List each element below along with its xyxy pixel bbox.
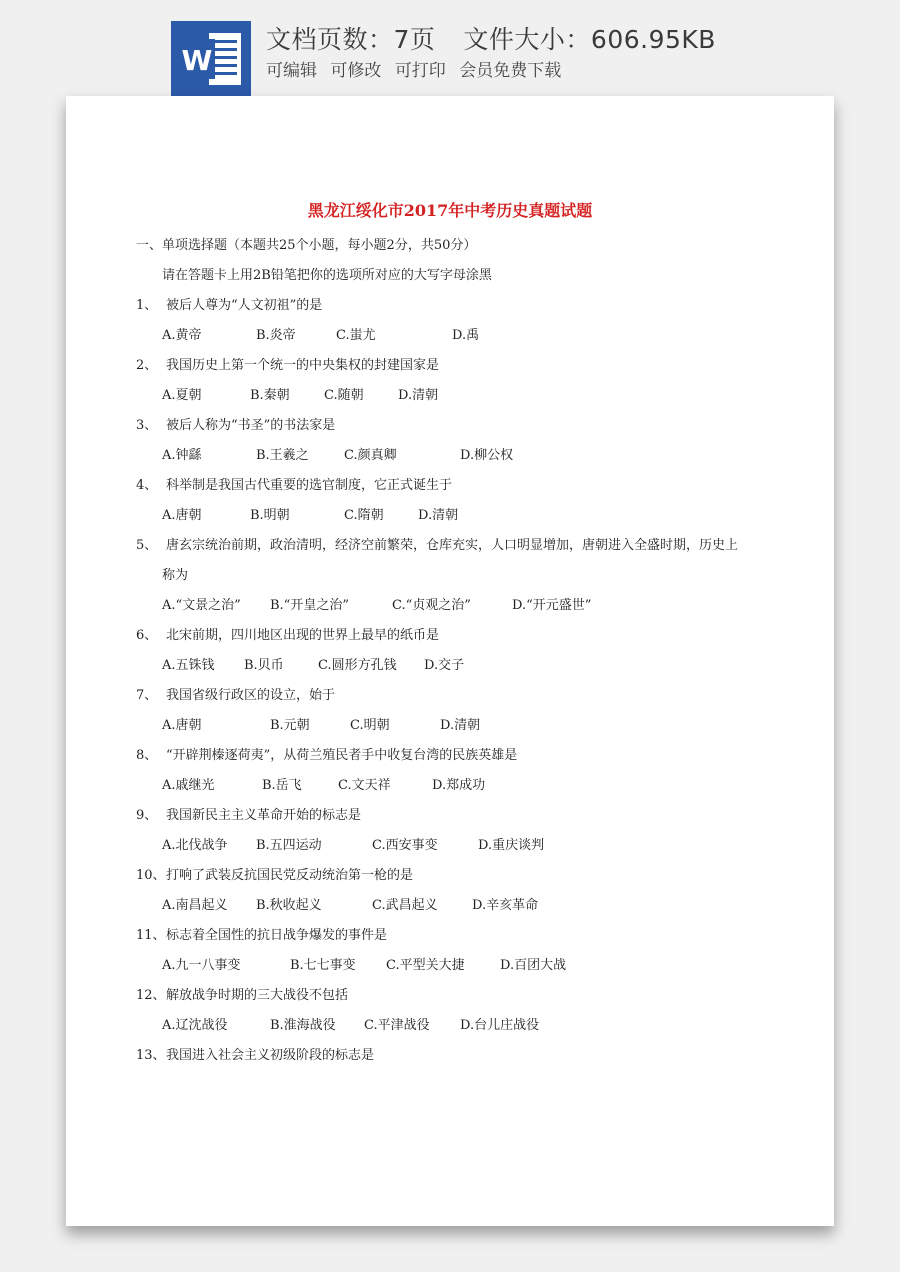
question-number: 1、 [136, 298, 158, 313]
file-info [266, 20, 716, 56]
word-document-icon [171, 21, 251, 97]
question-number: 12、 [136, 988, 166, 1003]
question-12-option-b: B.淮海战役 [270, 1018, 336, 1033]
question-10-option-c: C.武昌起义 [372, 898, 438, 913]
question-10 [136, 864, 413, 883]
feature-printable: 可打印 [394, 61, 446, 81]
question-text: 解放战争时期的三大战役不包括 [166, 988, 349, 1003]
question-number: 8、 [136, 748, 158, 763]
question-7-option-b: B.元朝 [270, 718, 310, 733]
question-12-option-a: A.辽沈战役 [162, 1018, 228, 1033]
question-11-option-c: C.平型关大捷 [386, 958, 465, 973]
question-3-option-a: A.钟繇 [162, 448, 202, 463]
question-text: 北宋前期，四川地区出现的世界上最早的纸币是 [166, 628, 440, 643]
question-1-option-a: A.黄帝 [162, 328, 202, 343]
question-number: 5、 [136, 538, 158, 553]
file-size: 文件大小：606.95KB [463, 25, 716, 54]
word-icon-letter: W [181, 44, 213, 77]
feature-free-download: 会员免费下载 [459, 61, 562, 81]
question-text-continued: 称为 [162, 568, 189, 583]
question-text: 唐玄宗统治前期，政治清明，经济空前繁荣，仓库充实，人口明显增加，唐朝进入全盛时期，历史上 [166, 538, 739, 553]
document-title: 黑龙江绥化市2017年中考历史真题试题 [307, 201, 593, 220]
question-number: 3、 [136, 418, 158, 433]
question-1-option-b: B.炎帝 [256, 328, 296, 343]
question-number: 7、 [136, 688, 158, 703]
question-5-option-a: A.“文景之治” [162, 598, 241, 613]
question-3-option-c: C.颜真卿 [344, 448, 397, 463]
question-6-option-a: A.五铢钱 [162, 658, 215, 673]
question-text: 标志着全国性的抗日战争爆发的事件是 [166, 928, 388, 943]
section-heading: 一、单项选择题（本题共25个小题，每小题2分，共50分） [136, 238, 477, 253]
feature-list [266, 56, 569, 81]
instruction-text: 请在答题卡上用2B铅笔把你的选项所对应的大写字母涂黑 [162, 268, 492, 283]
question-3-option-b: B.王羲之 [256, 448, 309, 463]
question-9-option-b: B.五四运动 [256, 838, 322, 853]
question-7-option-a: A.唐朝 [162, 718, 202, 733]
feature-editable: 可编辑 [266, 61, 317, 81]
question-11-option-a: A.九一八事变 [162, 958, 241, 973]
question-10-option-a: A.南昌起义 [162, 898, 228, 913]
question-8-option-a: A.戚继光 [162, 778, 215, 793]
question-5-option-b: B.“开皇之治” [270, 598, 349, 613]
question-2-option-d: D.清朝 [398, 388, 439, 403]
question-7-option-c: C.明朝 [350, 718, 390, 733]
question-number: 4、 [136, 478, 158, 493]
question-5 [136, 534, 738, 553]
question-8 [136, 744, 517, 763]
question-11 [136, 924, 387, 943]
question-number: 13、 [136, 1048, 166, 1063]
question-2-option-c: C.随朝 [324, 388, 364, 403]
question-number: 2、 [136, 358, 158, 373]
question-13 [136, 1044, 374, 1063]
question-11-option-b: B.七七事变 [290, 958, 356, 973]
question-7-option-d: D.清朝 [440, 718, 481, 733]
question-5-option-c: C.“贞观之治” [392, 598, 471, 613]
download-header [0, 0, 900, 96]
question-number: 11、 [136, 928, 166, 943]
question-3-option-d: D.柳公权 [460, 448, 514, 463]
question-4-option-d: D.清朝 [418, 508, 459, 523]
question-2 [136, 354, 439, 373]
question-text: 科举制是我国古代重要的选官制度，它正式诞生于 [166, 478, 453, 493]
question-1-option-c: C.蚩尤 [336, 328, 376, 343]
question-number: 6、 [136, 628, 158, 643]
document-page [66, 96, 834, 1226]
question-4-option-a: A.唐朝 [162, 508, 202, 523]
question-2-option-a: A.夏朝 [162, 388, 202, 403]
question-text: 我国省级行政区的设立，始于 [166, 688, 336, 703]
question-text: 我国历史上第一个统一的中央集权的封建国家是 [166, 358, 440, 373]
question-1-option-d: D.禹 [452, 328, 480, 343]
question-7 [136, 684, 335, 703]
question-12-option-d: D.台儿庄战役 [460, 1018, 540, 1033]
question-4-option-b: B.明朝 [250, 508, 290, 523]
feature-modifiable: 可修改 [330, 61, 382, 81]
question-4 [136, 474, 452, 493]
question-number: 10、 [136, 868, 166, 883]
question-text: 打响了武装反抗国民党反动统治第一枪的是 [166, 868, 414, 883]
question-text: 我国进入社会主义初级阶段的标志是 [166, 1048, 375, 1063]
question-5-option-d: D.“开元盛世” [512, 598, 592, 613]
page-count: 文档页数：7页 [266, 25, 436, 54]
question-9-option-d: D.重庆谈判 [478, 838, 545, 853]
question-6-option-b: B.贝币 [244, 658, 284, 673]
question-1 [136, 294, 322, 313]
question-11-option-d: D.百团大战 [500, 958, 567, 973]
question-text: 被后人尊为“人文初祖”的是 [166, 298, 323, 313]
question-number: 9、 [136, 808, 158, 823]
question-10-option-b: B.秋收起义 [256, 898, 322, 913]
question-12 [136, 984, 348, 1003]
question-8-option-c: C.文天祥 [338, 778, 391, 793]
question-text: “开辟荆榛逐荷夷”，从荷兰殖民者手中收复台湾的民族英雄是 [166, 748, 518, 763]
question-3 [136, 414, 335, 433]
question-6 [136, 624, 439, 643]
question-6-option-c: C.圆形方孔钱 [318, 658, 397, 673]
question-12-option-c: C.平津战役 [364, 1018, 430, 1033]
question-text: 我国新民主主义革命开始的标志是 [166, 808, 362, 823]
question-8-option-b: B.岳飞 [262, 778, 302, 793]
question-9-option-a: A.北伐战争 [162, 838, 228, 853]
question-9-option-c: C.西安事变 [372, 838, 438, 853]
question-6-option-d: D.交子 [424, 658, 465, 673]
question-2-option-b: B.秦朝 [250, 388, 290, 403]
question-4-option-c: C.隋朝 [344, 508, 384, 523]
question-9 [136, 804, 361, 823]
question-8-option-d: D.郑成功 [432, 778, 486, 793]
question-text: 被后人称为“书圣”的书法家是 [166, 418, 336, 433]
question-10-option-d: D.辛亥革命 [472, 898, 539, 913]
